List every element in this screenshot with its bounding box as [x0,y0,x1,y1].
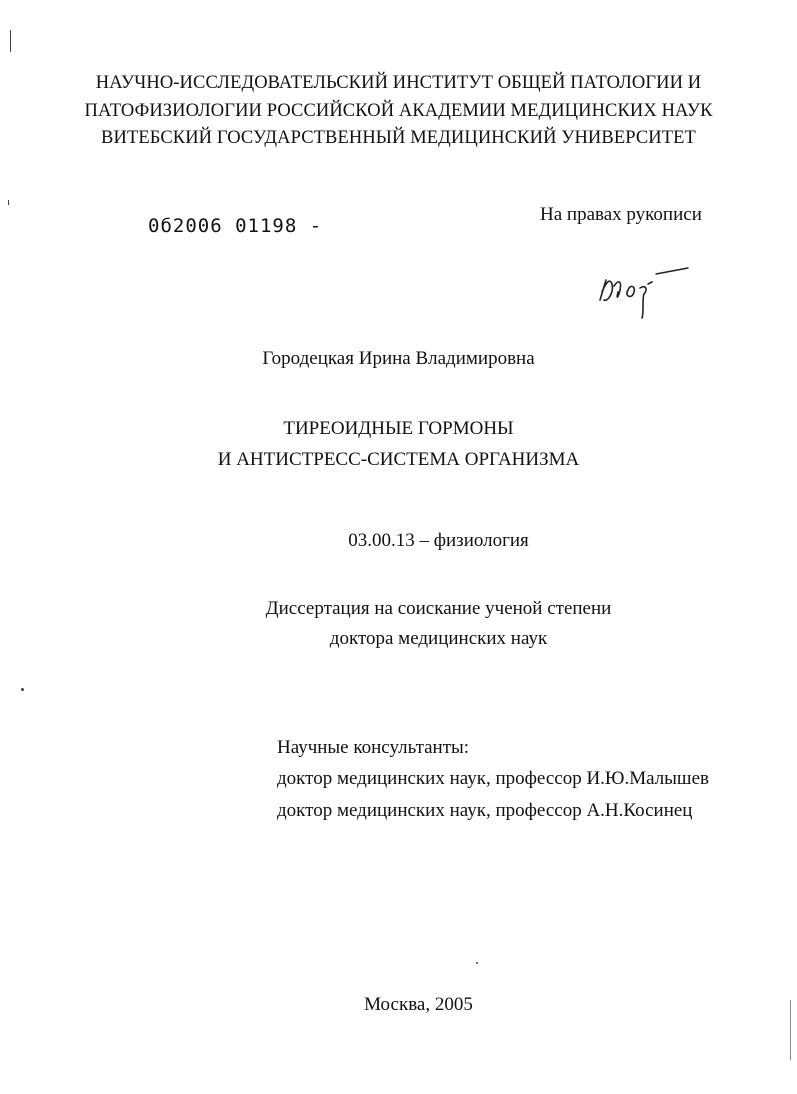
dissertation-title-line-2: И АНТИСТРЕСС-СИСТЕМА ОРГАНИЗМА [217,449,580,470]
archive-code: 0б2006 01198 - [148,215,323,237]
handwritten-signature-icon [588,262,698,322]
institute-header-line-1: НАУЧНО-ИССЛЕДОВАТЕЛЬСКИЙ ИНСТИТУТ ОБЩЕЙ ПАТОЛОГИИ И [95,73,702,93]
author-name: Городецкая Ирина Владимировна [262,348,535,369]
consultants-heading: Научные консультанты: [277,737,470,758]
degree-line-1: Диссертация на соискание ученой степени [265,598,612,619]
scan-mark-left-small [8,200,9,205]
scan-mark-top-left [10,30,11,52]
consultant-item: доктор медицинских наук, профессор А.Н.Косинец [277,800,693,821]
degree-line-2: доктора медицинских наук [329,628,548,649]
manuscript-rights: На правах рукописи [540,204,702,225]
dissertation-title-line-1: ТИРЕОИДНЫЕ ГОРМОНЫ [283,418,514,439]
scan-dot-left [21,688,24,691]
institute-header-line-3: ВИТЕБСКИЙ ГОСУДАРСТВЕННЫЙ МЕДИЦИНСКИЙ УНИВЕРСИТЕТ [101,128,696,148]
scan-dot-bottom [476,962,478,964]
consultant-item: доктор медицинских наук, профессор И.Ю.Малышев [277,768,709,789]
institute-header-line-2: ПАТОФИЗИОЛОГИИ РОССИЙСКОЙ АКАДЕМИИ МЕДИЦИНСКИХ НАУК [84,101,713,121]
place-and-year: Москва, 2005 [364,994,473,1015]
specialty-code: 03.00.13 – физиология [348,530,529,551]
